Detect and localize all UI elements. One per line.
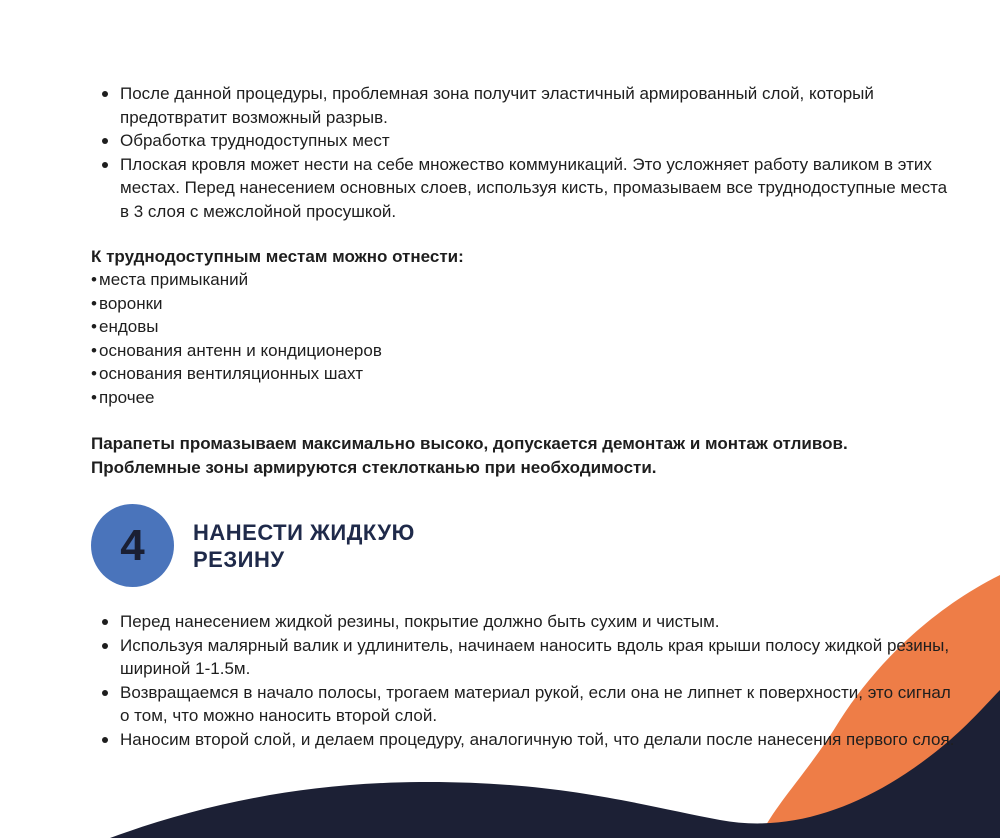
list-item: Перед нанесением жидкой резины, покрытие должно быть сухим и чистым.: [98, 610, 958, 634]
list-item-text: воронки: [99, 293, 163, 313]
list-item: [91, 339, 382, 363]
list-item: Плоская кровля может нести на себе множество коммуникаций. Это усложняет работу валиком в этих местах. Перед нанесением основных слоев, используя кисть, промазываем все труднодоступные места в 3 слоя с межслойной просушкой.: [98, 153, 958, 224]
list-item-text: основания антенн и кондиционеров: [99, 340, 382, 360]
list-item-text: места примыканий: [99, 270, 249, 289]
bullet-glyph: •: [91, 340, 97, 360]
bullet-glyph: •: [91, 387, 97, 407]
list-item-text: ендовы: [99, 317, 159, 336]
list-item-text: основания вентиляционных шахт: [99, 364, 364, 383]
bullet-glyph: •: [91, 317, 97, 336]
list-item: Используя малярный валик и удлинитель, начинаем наносить вдоль края крыши полосу жидкой резины, шириной 1-1.5м.: [98, 634, 958, 681]
list-item: После данной процедуры, проблемная зона получит эластичный армированный слой, который предотвратит возможный разрыв.: [98, 82, 958, 129]
list-item: Обработка труднодоступных мест: [98, 129, 958, 153]
bullet-glyph: •: [91, 364, 97, 383]
list-item: [91, 315, 382, 339]
hard-places-heading: К труднодоступным местам можно отнести:: [91, 247, 464, 266]
step-title-line-1: НАНЕСТИ ЖИДКУЮ: [193, 520, 415, 545]
step-title: [193, 519, 493, 573]
step-number: 4: [120, 520, 145, 570]
step-number-badge: [91, 504, 174, 587]
list-item: [91, 386, 382, 410]
top-bullet-list: [98, 82, 958, 223]
step-title-line-2: РЕЗИНУ: [193, 547, 285, 572]
list-item: Возвращаемся в начало полосы, трогаем материал рукой, если она не липнет к поверхности, это сигнал о том, что можно наносить второй слой.: [98, 681, 958, 728]
list-item-text: прочее: [99, 387, 155, 407]
parapets-line-1: Парапеты промазываем максимально высоко, допускается демонтаж и монтаж отливов.: [91, 434, 848, 453]
list-item: Наносим второй слой, и делаем процедуру, аналогичную той, что делали после нанесения первого слоя.: [98, 728, 958, 752]
bullet-glyph: •: [91, 270, 97, 289]
list-item: [91, 292, 382, 316]
parapets-line-2: Проблемные зоны армируются стеклотканью при необходимости.: [91, 457, 657, 477]
list-item: [91, 362, 382, 386]
bullet-glyph: •: [91, 293, 97, 313]
hard-places-list: [91, 268, 382, 409]
parapets-note: [91, 432, 971, 479]
list-item: [91, 268, 382, 292]
bottom-bullet-list: [98, 610, 958, 751]
